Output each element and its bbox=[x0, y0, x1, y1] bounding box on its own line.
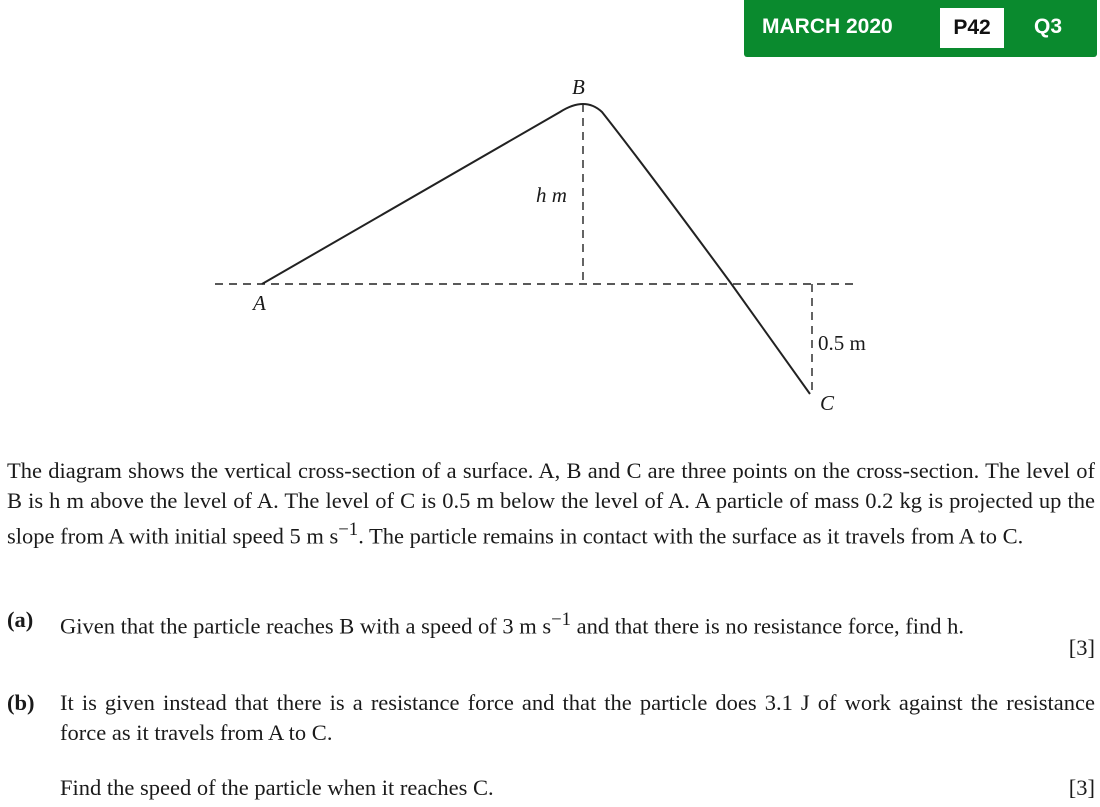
question-tag bbox=[744, 0, 1097, 57]
point-b-label: B bbox=[572, 75, 585, 99]
paper-label: P42 bbox=[940, 8, 1004, 48]
intro-text-end: . The particle remains in contact with the surface as it travels from A to C. bbox=[358, 523, 1024, 549]
drop-label: 0.5 m bbox=[818, 331, 866, 355]
intro-superscript: −1 bbox=[338, 519, 359, 540]
part-a-text bbox=[60, 605, 1095, 641]
part-a-superscript: −1 bbox=[551, 609, 572, 630]
point-c-label: C bbox=[820, 391, 835, 415]
part-b-text: It is given instead that there is a resistance force and that the particle does 3.1 J of work against the resistance force as it travels from A to C. bbox=[60, 690, 1095, 745]
part-a-text-end: and that there is no resistance force, find h. bbox=[571, 613, 965, 639]
surface-curve bbox=[262, 104, 810, 394]
part-a-label: (a) bbox=[7, 607, 34, 632]
part-b-find: Find the speed of the particle when it reaches C. bbox=[60, 775, 494, 800]
part-b-label: (b) bbox=[7, 690, 35, 715]
part-a-text-start: Given that the particle reaches B with a speed of 3 m s bbox=[60, 613, 552, 639]
point-a-label: A bbox=[253, 291, 266, 315]
part-a-marks: [3] bbox=[1068, 635, 1095, 660]
height-h-label: h m bbox=[536, 183, 567, 207]
question-intro bbox=[7, 456, 1095, 551]
cross-section-diagram bbox=[0, 60, 1100, 420]
session-label: MARCH 2020 bbox=[762, 15, 893, 38]
part-b-marks: [3] bbox=[1068, 775, 1095, 800]
intro-text: The diagram shows the vertical cross-section of a surface. A, B and C are three points on the cross-section. The level of B is h m above the level of A. The level of C is 0.5 m below the level of A. A particle of mass 0.2 kg is projected up the slope from A with initial speed 5 m s bbox=[7, 458, 1095, 549]
question-number: Q3 bbox=[1034, 15, 1063, 38]
